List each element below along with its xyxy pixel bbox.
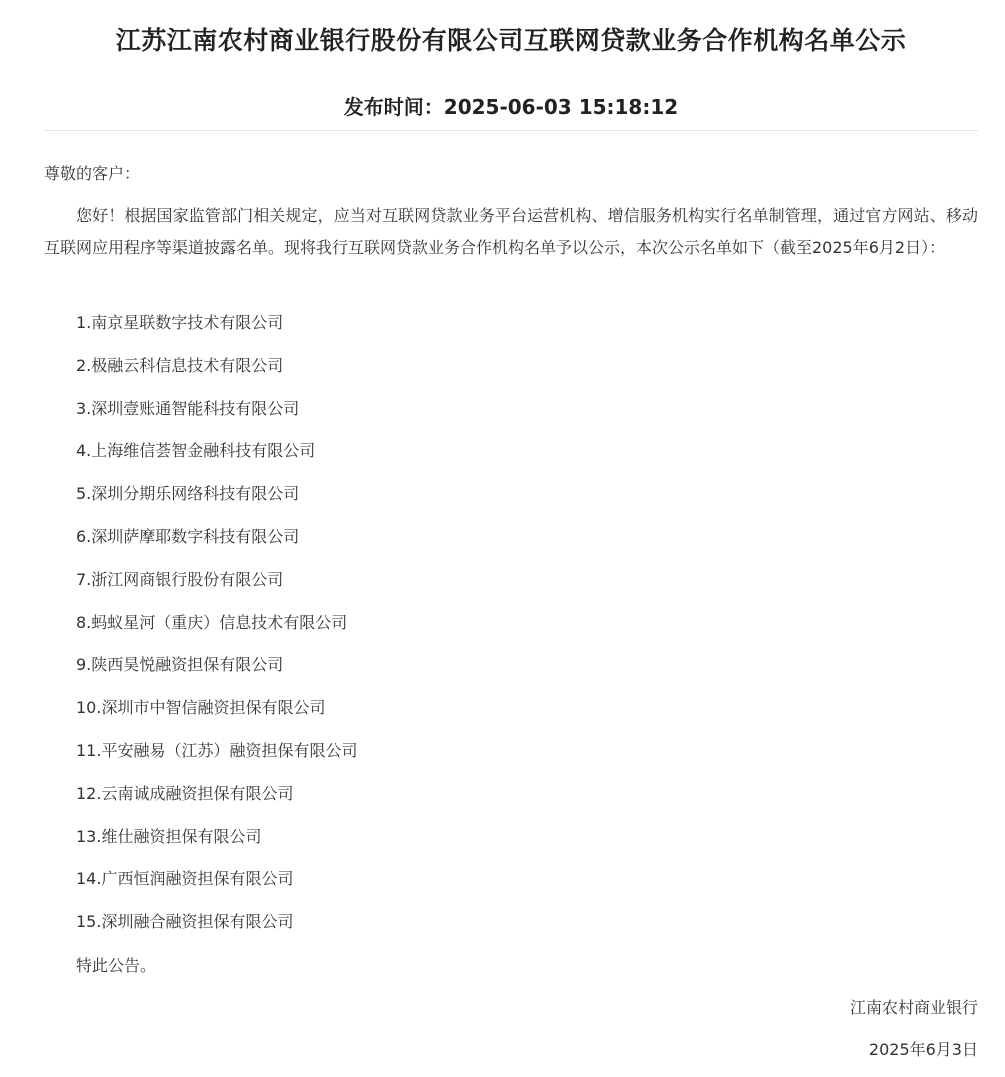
list-item: 2.极融云科信息技术有限公司 <box>76 355 284 375</box>
list-item: 10.深圳市中智信融资担保有限公司 <box>76 698 326 718</box>
header-divider <box>44 130 978 131</box>
signature-organization: 江南农村商业银行 <box>849 998 978 1017</box>
signature-date: 2025年6月3日 <box>868 1040 978 1059</box>
list-item: 13.维仕融资担保有限公司 <box>76 826 262 846</box>
list-item: 7.浙江网商银行股份有限公司 <box>76 569 284 589</box>
announcement-page <box>44 0 978 1077</box>
list-item: 5.深圳分期乐网络科技有限公司 <box>76 484 300 504</box>
closing-text: 特此公告。 <box>76 956 157 975</box>
list-item: 8.蚂蚁星河（重庆）信息技术有限公司 <box>76 612 348 632</box>
list-item: 15.深圳融合融资担保有限公司 <box>76 912 294 932</box>
publish-time: 发布时间：2025-06-03 15:18:12 <box>343 95 679 119</box>
list-item: 6.深圳萨摩耶数字科技有限公司 <box>76 526 300 546</box>
list-item: 1.南京星联数字技术有限公司 <box>76 313 284 332</box>
list-item: 3.深圳壹账通智能科技有限公司 <box>76 398 300 418</box>
page-title: 江苏江南农村商业银行股份有限公司互联网贷款业务合作机构名单公示 <box>115 26 907 55</box>
list-item: 12.云南诚成融资担保有限公司 <box>76 783 294 803</box>
list-item: 9.陕西昊悦融资担保有限公司 <box>76 655 284 675</box>
greeting-text: 尊敬的客户： <box>44 164 141 183</box>
institution-list <box>76 307 357 949</box>
list-item: 14.广西恒润融资担保有限公司 <box>76 869 294 889</box>
list-item: 11.平安融易（江苏）融资担保有限公司 <box>76 740 358 760</box>
intro-paragraph: 您好！根据国家监管部门相关规定，应当对互联网贷款业务平台运营机构、增信服务机构实行名单制管理，通过官方网站、移动互联网应用程序等渠道披露名单。现将我行互联网贷款业务合作机构名单予以公示，本次公示名单如下（截至2025年6月2日）： <box>44 206 978 257</box>
list-item: 4.上海维信荟智金融科技有限公司 <box>76 441 316 461</box>
